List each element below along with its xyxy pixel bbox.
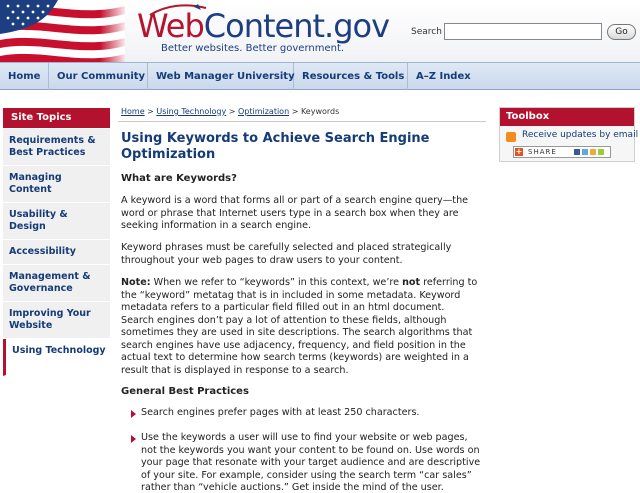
list-item bbox=[0, 407, 490, 421]
page-title: Using Keywords to Achieve Search Engine Optimization bbox=[121, 131, 430, 162]
sidebar-item-using-technology[interactable]: Using Technology bbox=[3, 339, 110, 376]
bullet-text: Use the keywords a user will use to find your website or web pages, not the keywords you want your content to be found on. Use words on your page that resonate with your target audience and are descriptive of your site. For example, consider using the search term “car sales” rather than “vehicle auctions.” Get inside the mind of the user. bbox=[141, 432, 481, 493]
share-label: SHARE bbox=[528, 148, 557, 156]
site-topics-heading: Site Topics bbox=[3, 108, 110, 128]
paragraph-keyword-phrases: Keyword phrases must be carefully selected and placed strategically throughout your web pages to draw users to your content. bbox=[121, 242, 452, 266]
sidebar-item-management-governance[interactable]: Management & Governance bbox=[3, 265, 110, 302]
breadcrumb-using-technology[interactable]: Using Technology bbox=[156, 107, 227, 116]
search-input[interactable] bbox=[444, 23, 602, 40]
nav-resources-tools[interactable]: Resources & Tools bbox=[294, 63, 408, 90]
main-nav bbox=[0, 62, 640, 90]
logo-content-text: Content.gov bbox=[203, 7, 390, 45]
bullet-arrow-icon bbox=[131, 435, 136, 443]
note-text-part1: When we refer to “keywords” in this context, we’re bbox=[150, 277, 403, 288]
breadcrumb-home[interactable]: Home bbox=[121, 107, 145, 116]
nav-our-community[interactable]: Our Community bbox=[49, 63, 148, 90]
breadcrumb-separator: > bbox=[226, 107, 238, 116]
breadcrumb-optimization[interactable]: Optimization bbox=[237, 107, 290, 116]
nav-a-z-index[interactable]: A–Z Index bbox=[416, 71, 471, 82]
breadcrumb-divider bbox=[118, 121, 486, 122]
breadcrumb-separator: > bbox=[144, 107, 157, 116]
search-label: Search bbox=[411, 27, 442, 37]
list-item bbox=[0, 432, 490, 493]
breadcrumb bbox=[121, 107, 339, 116]
site-tagline: Better websites. Better government. bbox=[161, 43, 345, 54]
nav-home[interactable]: Home bbox=[0, 63, 49, 90]
email-updates-icon bbox=[506, 132, 516, 142]
section-heading-general-best-practices: General Best Practices bbox=[121, 386, 249, 397]
toolbox-heading: Toolbox bbox=[500, 108, 634, 126]
facebook-icon bbox=[574, 149, 580, 155]
logo-web-text: Web bbox=[137, 7, 204, 45]
note-text-part2: referring to the “keyword” metatag that is in included in some metadata. Keyword metadata refers to a particular field filled out in an html document. Search engines don’t pay a lot of attention to these fields, although sometimes they are used in site descriptions. The search algorithms that search engines have use adjacency, frequency, and field position in the actual text to determine how search terms (keywords) are weighted in a result that is displayed in response to a search. bbox=[121, 277, 478, 376]
site-logo[interactable] bbox=[137, 7, 389, 45]
note-label: Note: bbox=[121, 277, 151, 288]
section-heading-what-are-keywords: What are Keywords? bbox=[121, 173, 237, 184]
share-plus-icon: + bbox=[515, 147, 523, 156]
site-header bbox=[0, 0, 640, 62]
sidebar-item-requirements[interactable]: Requirements & Best Practices bbox=[3, 129, 110, 166]
sidebar-item-improving-website[interactable]: Improving Your Website bbox=[3, 302, 110, 339]
breadcrumb-separator: > bbox=[289, 107, 301, 116]
bullet-arrow-icon bbox=[131, 410, 136, 418]
twitter-icon bbox=[582, 149, 588, 155]
digg-icon bbox=[590, 149, 596, 155]
bookmark-icon bbox=[598, 149, 604, 155]
paragraph-keyword-definition: A keyword is a word that forms all or part of a search engine query—the word or phrase that Internet users type in a search box when they are seeking information in a search engine. bbox=[121, 195, 469, 231]
sidebar-item-usability-design[interactable]: Usability & Design bbox=[3, 203, 110, 240]
american-flag-image bbox=[0, 0, 125, 62]
sidebar-item-accessibility[interactable]: Accessibility bbox=[3, 240, 110, 265]
share-button[interactable] bbox=[513, 146, 611, 158]
nav-web-manager-university[interactable]: Web Manager University bbox=[148, 63, 294, 90]
paragraph-note bbox=[121, 277, 479, 377]
search-go-button[interactable]: Go bbox=[607, 24, 636, 40]
bullet-text: Search engines prefer pages with at least 250 characters. bbox=[141, 407, 420, 418]
email-updates-link[interactable]: Receive updates by email bbox=[522, 130, 639, 140]
toolbox-panel bbox=[499, 107, 639, 162]
note-not-emphasis: not bbox=[402, 277, 421, 288]
sidebar-item-managing-content[interactable]: Managing Content bbox=[3, 166, 110, 203]
breadcrumb-current: Keywords bbox=[300, 107, 340, 116]
